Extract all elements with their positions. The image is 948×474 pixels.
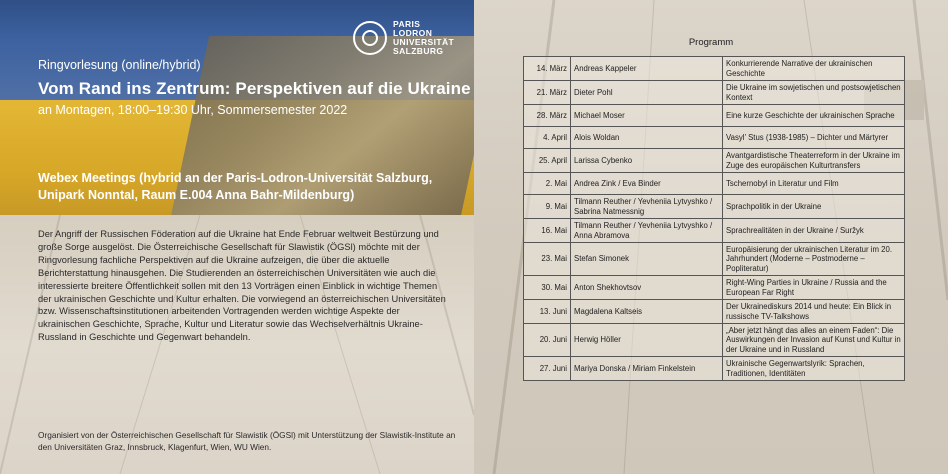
event-title: Vom Rand ins Zentrum: Perspektiven auf die Ukraine xyxy=(38,79,471,98)
program-topic: Sprachpolitik in der Ukraine xyxy=(723,195,905,219)
program-row xyxy=(524,324,905,357)
program-topic: Sprachrealitäten in der Ukraine / Suržyk xyxy=(723,219,905,243)
event-date: an Montagen, 18:00–19:30 Uhr, Sommersemester 2022 xyxy=(38,103,348,117)
program-date: 9. Mai xyxy=(524,195,571,219)
university-seal-icon xyxy=(353,21,387,55)
program-topic: Vasyl’ Stus (1938-1985) – Dichter und Märtyrer xyxy=(723,127,905,149)
logo-wordmark: PARIS LODRON UNIVERSITÄT SALZBURG xyxy=(393,19,455,56)
program-speaker: Andrea Zink / Eva Binder xyxy=(571,173,723,195)
program-speaker: Anton Shekhovtsov xyxy=(571,276,723,300)
program-speaker: Andreas Kappeler xyxy=(571,57,723,81)
program-date: 4. April xyxy=(524,127,571,149)
program-date: 2. Mai xyxy=(524,173,571,195)
intro-text: Der Angriff der Russischen Föderation auf die Ukraine hat Ende Februar weltweit Bestürzung und große Sorge ausgelöst. Die Österreichische Gesellschaft für Slawistik (ÖGSl) möchte mit der Ringvorlesung fachliche Perspektiven auf die Ukraine aufzeigen, die über die aktuelle Berichterstattung hinausgehen. Die Studierenden an österreichischen Universitäten wie auch die interessierte breitere Öffentlichkeit sollen mit den 13 Vorträgen einen Einblick in wichtige Themen der ukrainischen Geschichte und Kultur erhalten. Die vorwiegend an österreichischen Universitäten bzw. Wissenschaftsinstitutionen arbeitenden Vortragenden werden wichtige Aspekte der ukrainischen Geschichte, Sprache, Kultur und Literatur sowie das Wechselverhältnis Ukraine-Russland in Geschichte und Gegenwart behandeln. xyxy=(38,229,446,343)
event-kicker: Ringvorlesung (online/hybrid) xyxy=(38,58,201,72)
university-logo xyxy=(353,20,454,56)
program-speaker: Mariya Donska / Miriam Finkelstein xyxy=(571,357,723,381)
right-panel xyxy=(474,0,948,474)
program-topic: Tschernobyl in Literatur und Film xyxy=(723,173,905,195)
program-topic: Die Ukraine im sowjetischen und postsowjetischen Kontext xyxy=(723,81,905,105)
program-topic: „Aber jetzt hängt das alles an einem Faden“: Die Auswirkungen der Invasion auf Kunst und Kultur in der Ukraine und in Russland xyxy=(723,324,905,357)
program-topic: Konkurrierende Narrative der ukrainischen Geschichte xyxy=(723,57,905,81)
program-row xyxy=(524,243,905,276)
program-topic: Eine kurze Geschichte der ukrainischen Sprache xyxy=(723,105,905,127)
program-date: 13. Juni xyxy=(524,300,571,324)
program-topic: Der Ukrainediskurs 2014 und heute: Ein Blick in russische TV-Talkshows xyxy=(723,300,905,324)
program-row xyxy=(524,173,905,195)
program-date: 20. Juni xyxy=(524,324,571,357)
program-date: 16. Mai xyxy=(524,219,571,243)
program-date: 23. Mai xyxy=(524,243,571,276)
program-date: 27. Juni xyxy=(524,357,571,381)
program-date: 25. April xyxy=(524,149,571,173)
program-heading: Programm xyxy=(688,37,734,48)
program-speaker: Herwig Höller xyxy=(571,324,723,357)
organizer-footer: Organisiert von der Österreichischen Gesellschaft für Slawistik (ÖGSl) mit Unterstützung der Slawistik-Institute an den Universitäten Graz, Innsbruck, Klagenfurt, Wien, WU Wien. xyxy=(38,430,456,452)
program-speaker: Stefan Simonek xyxy=(571,243,723,276)
program-topic: Ukrainische Gegenwartslyrik: Sprachen, Traditionen, Identitäten xyxy=(723,357,905,381)
program-speaker: Dieter Pohl xyxy=(571,81,723,105)
venue-info xyxy=(38,170,458,204)
program-date: 14. März xyxy=(524,57,571,81)
program-topic: Right-Wing Parties in Ukraine / Russia and the European Far Right xyxy=(723,276,905,300)
program-speaker: Magdalena Kaltseis xyxy=(571,300,723,324)
program-date: 21. März xyxy=(524,81,571,105)
program-row xyxy=(524,57,905,81)
venue-line-1: Webex Meetings (hybrid an der Paris-Lodron-Universität Salzburg, xyxy=(38,171,433,185)
program-row xyxy=(524,195,905,219)
program-row xyxy=(524,149,905,173)
program-row xyxy=(524,105,905,127)
program-row xyxy=(524,127,905,149)
program-row xyxy=(524,81,905,105)
program-speaker: Tilmann Reuther / Yevheniia Lytvyshko / Anna Abramova xyxy=(571,219,723,243)
program-speaker: Larissa Cybenko xyxy=(571,149,723,173)
program-row xyxy=(524,357,905,381)
program-date: 28. März xyxy=(524,105,571,127)
program-topic: Europäisierung der ukrainischen Literatur im 20. Jahrhundert (Moderne – Postmoderne – Popliteratur) xyxy=(723,243,905,276)
program-row xyxy=(524,300,905,324)
program-speaker: Tilmann Reuther / Yevheniia Lytvyshko / Sabrina Natmessnig xyxy=(571,195,723,219)
program-speaker: Michael Moser xyxy=(571,105,723,127)
program-row xyxy=(524,219,905,243)
program-date: 30. Mai xyxy=(524,276,571,300)
program-speaker: Alois Woldan xyxy=(571,127,723,149)
program-table xyxy=(523,56,905,381)
program-row xyxy=(524,276,905,300)
venue-line-2: Unipark Nonntal, Raum E.004 Anna Bahr-Mildenburg) xyxy=(38,188,355,202)
program-topic: Avantgardistische Theaterreform in der Ukraine im Zuge des europäischen Kulturtransfers xyxy=(723,149,905,173)
